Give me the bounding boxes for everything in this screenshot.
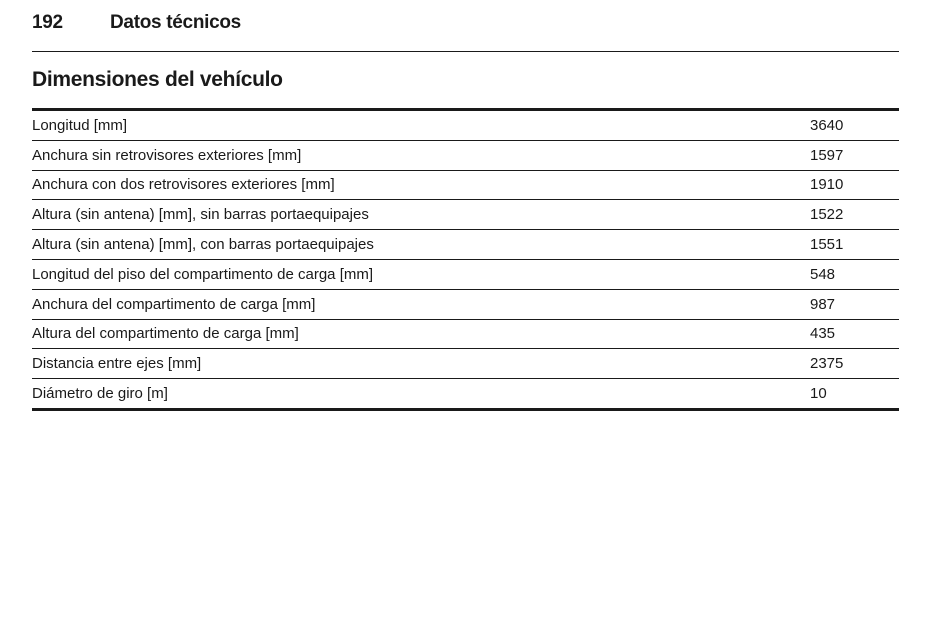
page-title: Dimensiones del vehículo [32,68,283,91]
table-row [32,259,899,289]
table-row [32,289,899,319]
row-value: 1522 [810,200,899,230]
row-value: 435 [810,319,899,349]
section-name: Datos técnicos [110,12,241,33]
dimensions-table [32,108,899,411]
table-row [32,110,899,141]
row-label: Altura (sin antena) [mm], con barras portaequipajes [32,230,810,260]
row-value: 1910 [810,170,899,200]
row-label: Diámetro de giro [m] [32,379,810,410]
row-label: Longitud [mm] [32,116,128,134]
header-divider [32,51,899,52]
row-label: Anchura del compartimento de carga [mm] [32,289,810,319]
row-label: Distancia entre ejes [mm] [32,349,810,379]
row-label: Altura (sin antena) [mm], sin barras portaequipajes [32,200,810,230]
page-number: 192 [32,12,63,33]
table-row [32,200,899,230]
row-value: 10 [810,379,899,410]
row-label: Anchura sin retrovisores exteriores [mm] [32,140,810,170]
table-row [32,319,899,349]
row-value: 1597 [810,140,899,170]
table-row [32,140,899,170]
page-header [32,12,899,36]
row-label: Anchura con dos retrovisores exteriores [mm] [32,170,810,200]
row-label: Longitud del piso del compartimento de carga [mm] [32,259,810,289]
row-label: Altura del compartimento de carga [mm] [32,319,810,349]
table-row [32,379,899,410]
row-value: 3640 [810,116,844,134]
row-value: 548 [810,259,899,289]
row-value: 1551 [810,230,899,260]
table-row [32,349,899,379]
row-value: 2375 [810,349,899,379]
row-value: 987 [810,289,899,319]
table-row [32,170,899,200]
table-row [32,230,899,260]
